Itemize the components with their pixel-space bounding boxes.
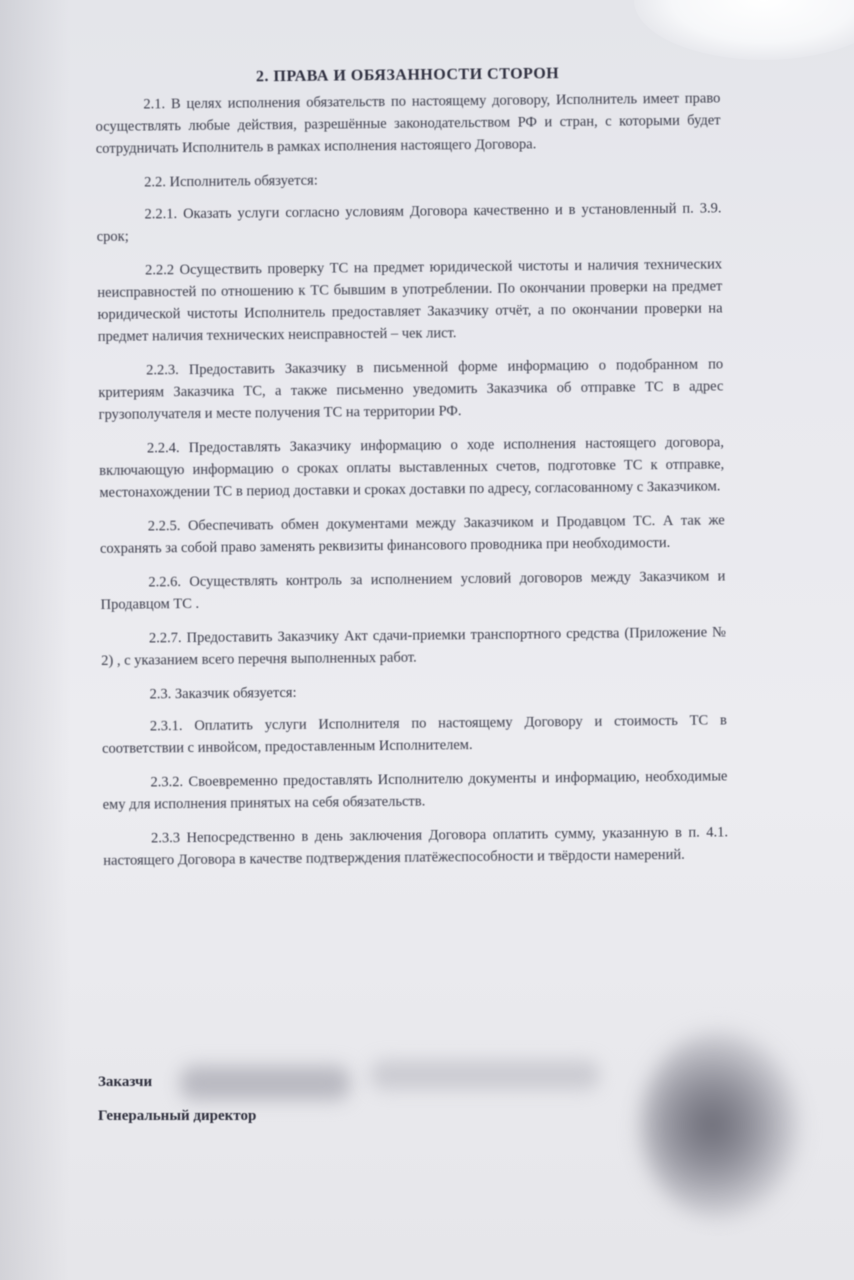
clause-2-3-2: 2.3.2. Своевременно предоставлять Исполнителю документы и информацию, необходимые ему для исполнения принятых на себя обязательств. [102, 768, 728, 813]
clause-2-2-7: 2.2.7. Предоставить Заказчику Акт сдачи-приемки транспортного средства (Приложение № 2) , с указанием всего перечня выполненных работ. [101, 624, 727, 669]
clause-2-2-2: 2.2.2 Осуществить проверку ТС на предмет юридической чистоты и наличия технических неисправностей по отношению к ТС бывшим в употреблении. По окончании проверки на предмет юридической чистоты Исполнитель предоставляет Заказчику отчёт, а по окончании проверки на предмет наличия технических неисправностей – чек лист. [97, 256, 723, 345]
signature-position-label: Генеральный директор [98, 1108, 257, 1124]
clause-2-2-1: 2.2.1. Оказать услуги согласно условиям Договора качественно и в установленный п. 3.9. срок; [96, 200, 722, 245]
clause-2-3-1: 2.3.1. Оплатить услуги Исполнителя по настоящему Договору и стоимость ТС в соответствии с инвойсом, предоставленным Исполнителем. [102, 712, 727, 757]
redacted-area [180, 1066, 350, 1100]
clause-2-2-5: 2.2.5. Обеспечивать обмен документами между Заказчиком и Продавцом ТС. А так же сохранять за собой право заменять реквизиты финансового проводника при необходимости. [99, 512, 725, 557]
clause-2-3: 2.3. Заказчик обязуется: [149, 684, 297, 703]
section-title: 2. ПРАВА И ОБЯЗАННОСТИ СТОРОН [255, 65, 560, 86]
light-glare [634, 0, 854, 60]
page-edge-shadow [0, 0, 70, 1280]
blurred-stamp [640, 1030, 800, 1220]
signature-party-label: Заказчи [98, 1074, 153, 1090]
clause-2-2-4: 2.2.4. Предоставлять Заказчику информацию о ходе исполнения настоящего договора, включающую информацию о сроках оплаты выставленных счетов, подготовке ТС к отправке, местонахождении ТС в период доставки и сроках доставки по адресу, согласованному с Заказчиком. [99, 434, 725, 501]
redacted-area [370, 1060, 600, 1090]
clause-2-3-3: 2.3.3 Непосредственно в день заключения Договора оплатить сумму, указанную в п. 4.1. настоящего Договора в качестве подтверждения платёжеспособности и твёрдости намерений. [103, 824, 729, 869]
clause-2-2: 2.2. Исполнитель обязуется: [144, 172, 318, 191]
clause-2-2-3: 2.2.3. Предоставить Заказчику в письменной форме информацию о подобранном по критериям Заказчика ТС, а также письменно уведомить Заказчика об отправке ТС в адрес грузополучателя и месте получения ТС на территории РФ. [98, 356, 724, 423]
clause-2-2-6: 2.2.6. Осуществлять контроль за исполнением условий договоров между Заказчиком и Продавцом ТС . [100, 568, 726, 613]
document-body [95, 63, 728, 884]
clause-2-1: 2.1. В целях исполнения обязательств по настоящему договору, Исполнитель имеет право осуществлять любые действия, разрешённые законодательством РФ и стран, с которыми будет сотрудничать Исполнитель в рамках исполнения настоящего Договора. [95, 90, 721, 157]
